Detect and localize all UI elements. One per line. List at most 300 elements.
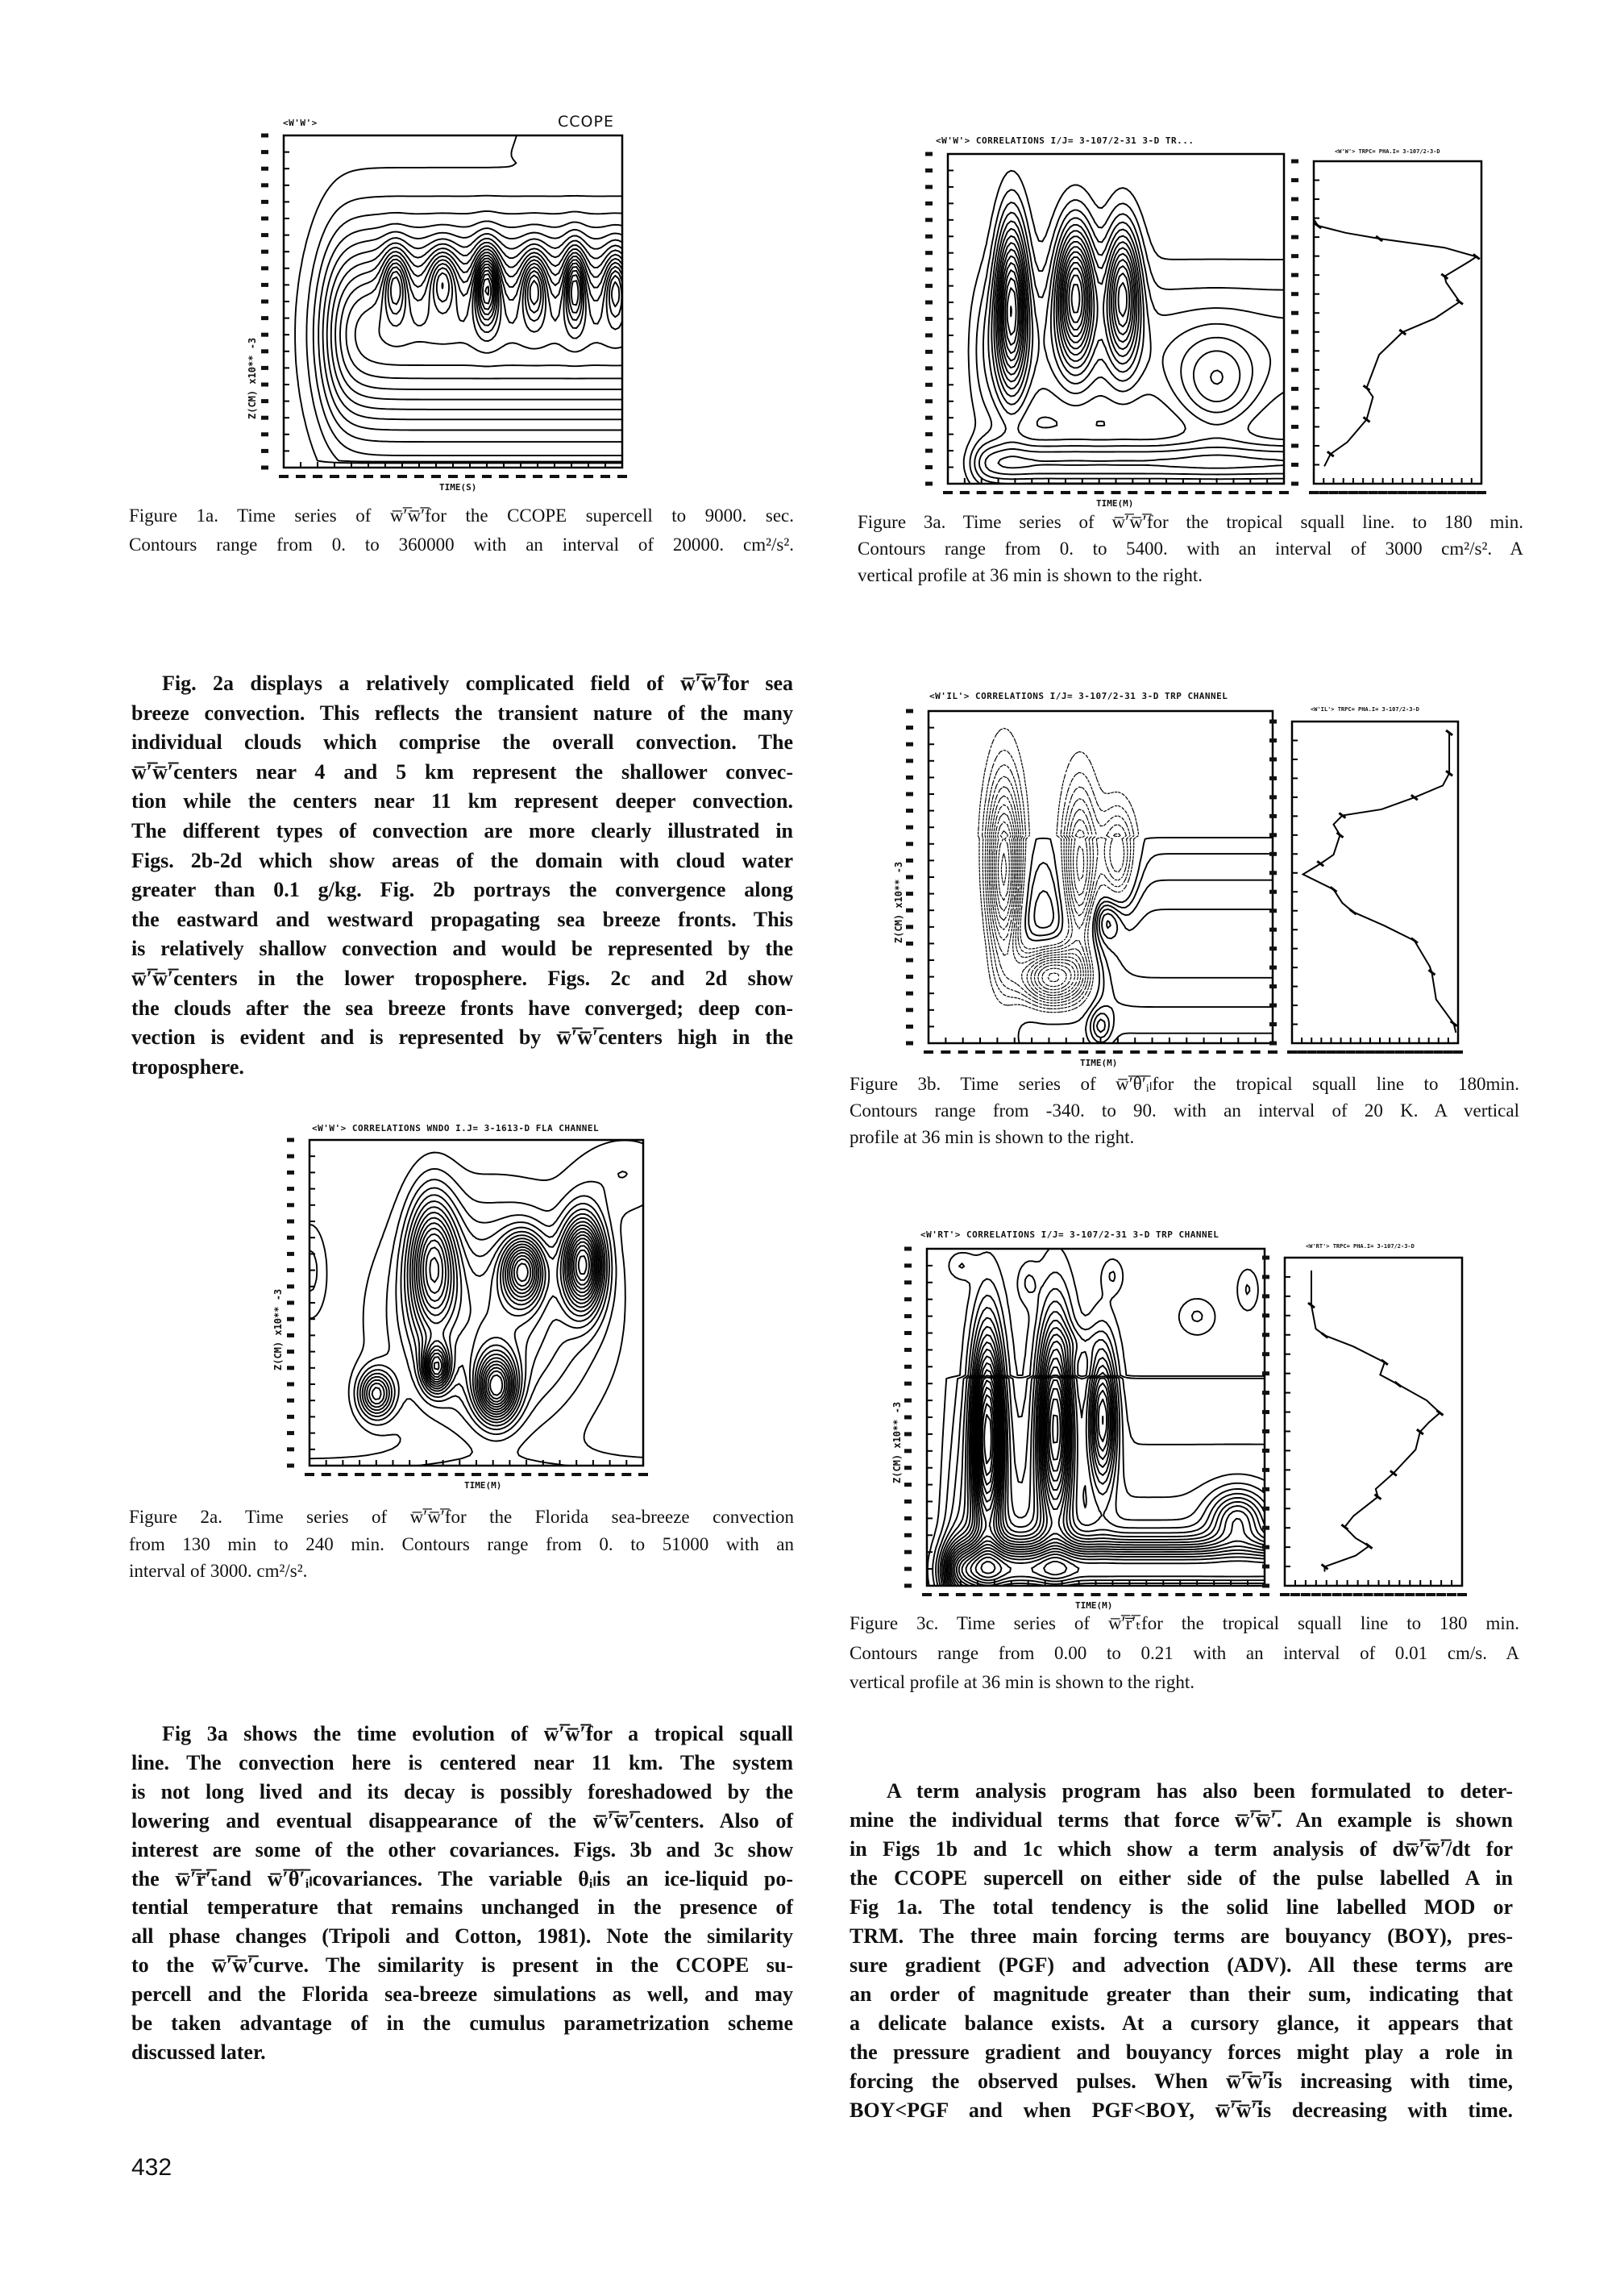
x-tick-label-mark	[322, 1473, 331, 1476]
x-tick-label-mark	[1311, 1593, 1321, 1596]
y-tick-label-mark	[1262, 1468, 1269, 1472]
x-tick-label-mark	[1182, 1050, 1191, 1054]
y-tick-label-mark	[925, 235, 933, 239]
y-tick-label-mark	[1269, 738, 1277, 742]
y-tick-label-mark	[925, 168, 933, 173]
y-tick-label-mark	[261, 416, 268, 420]
profile-marker	[1350, 909, 1356, 914]
x-tick-label-mark	[1467, 491, 1477, 494]
paragraph-2-line: discussed later.	[131, 2040, 266, 2064]
x-tick-label-mark	[1328, 491, 1338, 494]
y-tick-label-mark	[904, 1416, 912, 1420]
paragraph-1-line: individual clouds which comprise the overall convection. The	[131, 730, 793, 755]
fig3b-x-axis-label: TIME(M)	[1080, 1058, 1118, 1068]
y-tick-label-mark	[287, 1431, 294, 1435]
y-tick-label-mark	[261, 432, 268, 436]
x-tick-label-mark	[1148, 1050, 1157, 1054]
y-tick-label-mark	[1291, 482, 1298, 486]
x-tick-label-mark	[555, 1473, 565, 1476]
y-tick-label-mark	[1269, 833, 1277, 837]
paragraph-2-line: Fig 3a shows the time evolution of w̅′̅w̅′̅for a tropical squall	[162, 1722, 793, 1745]
fig2a-contour-plot	[274, 1135, 650, 1490]
x-tick-label-mark	[448, 475, 458, 478]
x-tick-label-mark	[1457, 491, 1467, 494]
y-tick-label-mark	[287, 1236, 294, 1240]
x-tick-label-mark	[538, 1473, 548, 1476]
x-tick-label-mark	[1113, 1050, 1123, 1054]
y-tick-label-mark	[1291, 368, 1298, 372]
y-tick-label-mark	[287, 1171, 294, 1175]
x-tick-label-mark	[1434, 1050, 1444, 1054]
x-tick-label-mark	[990, 1593, 999, 1596]
x-tick-label-mark	[922, 1593, 932, 1596]
y-tick-label-mark	[904, 1314, 912, 1318]
y-tick-label-mark	[1262, 1449, 1269, 1453]
y-tick-label-mark	[261, 399, 268, 403]
vertical-profile-curve	[1303, 733, 1456, 1033]
y-tick-label-mark	[906, 992, 913, 996]
y-tick-label-mark	[925, 432, 933, 436]
x-tick-label-mark	[1007, 1593, 1016, 1596]
x-tick-label-mark	[617, 475, 627, 478]
profile-marker	[1331, 887, 1337, 892]
y-tick-label-mark	[1291, 406, 1298, 410]
vertical-profile-curve	[1314, 219, 1477, 466]
x-tick-label-mark	[1407, 491, 1417, 494]
x-tick-label-mark	[1010, 491, 1020, 494]
profile-marker	[1322, 1333, 1328, 1337]
x-tick-label-mark	[1307, 1050, 1316, 1054]
y-tick-label-mark	[261, 250, 268, 254]
x-tick-label-mark	[455, 1473, 464, 1476]
y-tick-label-mark	[287, 1317, 294, 1321]
paragraph-2-line: to the w̅′̅w̅′̅curve. The similarity is present in the CCOPE su-	[131, 1953, 793, 1978]
x-tick-label-mark	[533, 475, 542, 478]
y-tick-label-mark	[904, 1348, 912, 1352]
x-tick-label-mark	[1199, 1050, 1209, 1054]
profile-marker	[1394, 1382, 1401, 1387]
fig1a-contour-plot	[248, 131, 629, 492]
x-tick-label-mark	[1326, 1050, 1336, 1054]
y-tick-label-mark	[261, 283, 268, 287]
x-tick-label-mark	[313, 475, 322, 478]
y-tick-label-mark	[1262, 1313, 1269, 1317]
x-tick-label-mark	[279, 475, 289, 478]
x-tick-label-mark	[1027, 491, 1037, 494]
x-tick-label-mark	[1447, 1593, 1456, 1596]
x-tick-label-mark	[1290, 1593, 1300, 1596]
x-tick-label-mark	[1322, 1593, 1332, 1596]
x-tick-label-mark	[943, 491, 953, 494]
x-tick-label-mark	[499, 475, 509, 478]
x-tick-label-mark	[1091, 1593, 1101, 1596]
paragraph-1-line: Figs. 2b-2d which show areas of the domain with cloud water	[131, 848, 793, 872]
y-tick-label-mark	[261, 366, 268, 370]
x-tick-label-mark	[1074, 1593, 1084, 1596]
paragraph-2-line: the w̅′̅r̅′̅ₜand w̅′̅θ̅′̅ᵢₗcovariances. The variable θᵢₗis an ice-liquid po-	[131, 1866, 793, 1890]
x-tick-label-mark	[1078, 491, 1087, 494]
fig3a-x-axis-label: TIME(M)	[1096, 498, 1134, 509]
paragraph-1-line: breeze convection. This reflects the transient nature of the many	[131, 701, 793, 725]
x-tick-label-mark	[1245, 491, 1255, 494]
y-tick-label-mark	[1269, 776, 1277, 780]
fig3b-header: <W'IL'> CORRELATIONS I/J= 3-107/2-31 3-D TRP CHANNEL	[929, 691, 1228, 701]
paragraph-3-line: forcing the observed pulses. When w̅′̅w̅′̅is increasing with time,	[850, 2069, 1513, 2093]
y-tick-label-mark	[906, 975, 913, 979]
x-tick-label-mark	[1041, 1593, 1050, 1596]
x-tick-label-mark	[1415, 1050, 1424, 1054]
x-tick-label-mark	[380, 475, 390, 478]
contour-line	[1107, 921, 1111, 928]
fig3b-y-axis-label: Z(CM) x10** -3	[893, 861, 904, 943]
y-tick-label-mark	[925, 152, 933, 156]
x-tick-label-mark	[1175, 1593, 1185, 1596]
fig2a-caption-line: Figure 2a. Time series of w̅′̅w̅′̅for the Florida sea-breeze convection	[129, 1507, 794, 1527]
x-tick-label-mark	[1195, 491, 1205, 494]
y-tick-label-mark	[906, 709, 913, 713]
fig3a-profile-header: <W'W'> TRPC= PHA.I= 3-107/2-3-D	[1335, 148, 1440, 155]
x-tick-label-mark	[431, 475, 441, 478]
fig1a-header: <W'W'>	[283, 118, 318, 128]
x-tick-label-mark	[405, 1473, 414, 1476]
fig3c-x-axis-label: TIME(M)	[1075, 1600, 1113, 1611]
x-tick-label-mark	[1404, 1050, 1414, 1054]
y-tick-label-mark	[906, 842, 913, 846]
x-tick-label-mark	[977, 491, 987, 494]
y-tick-label-mark	[1269, 984, 1277, 988]
x-tick-label-mark	[1057, 1593, 1067, 1596]
y-tick-label-mark	[1262, 1487, 1269, 1491]
y-tick-label-mark	[1291, 160, 1298, 164]
x-tick-label-mark	[1418, 491, 1427, 494]
x-tick-label-mark	[1095, 491, 1104, 494]
y-tick-label-mark	[1269, 720, 1277, 724]
y-tick-label-mark	[1291, 330, 1298, 334]
y-tick-label-mark	[261, 266, 268, 270]
x-tick-label-mark	[1375, 1050, 1385, 1054]
y-tick-label-mark	[1262, 1429, 1269, 1433]
x-tick-label-mark	[1336, 1050, 1346, 1054]
y-tick-label-mark	[287, 1366, 294, 1370]
y-tick-label-mark	[1262, 1275, 1269, 1279]
paragraph-2-line: lowering and eventual disappearance of the w̅′̅w̅′̅centers. Also of	[131, 1808, 793, 1832]
y-tick-label-mark	[904, 1297, 912, 1301]
x-tick-label-mark	[1319, 491, 1328, 494]
x-tick-label-mark	[1444, 1050, 1453, 1054]
y-tick-label-mark	[261, 383, 268, 387]
x-tick-label-mark	[1233, 1050, 1243, 1054]
y-tick-label-mark	[261, 466, 268, 470]
y-tick-label-mark	[1269, 1022, 1277, 1026]
y-tick-label-mark	[906, 759, 913, 763]
x-tick-label-mark	[516, 475, 526, 478]
x-tick-label-mark	[372, 1473, 381, 1476]
x-tick-label-mark	[1346, 1050, 1356, 1054]
x-tick-label-mark	[347, 475, 356, 478]
x-tick-label-mark	[1228, 491, 1238, 494]
y-tick-label-mark	[1262, 1507, 1269, 1511]
x-tick-label-mark	[1062, 1050, 1071, 1054]
y-tick-label-mark	[261, 167, 268, 171]
paragraph-1-line: The different types of convection are more clearly illustrated in	[131, 819, 793, 842]
fig3a-header: <W'W'> CORRELATIONS I/J= 3-107/2-31 3-D TR...	[936, 135, 1194, 146]
y-tick-label-mark	[925, 268, 933, 272]
y-tick-label-mark	[906, 776, 913, 780]
paragraph-3-line: mine the individual terms that force w̅′̅w̅′̅. An example is shown	[850, 1808, 1513, 1832]
paragraph-1-line: the eastward and westward propagating sea breeze fronts. This	[131, 907, 793, 931]
y-tick-label-mark	[906, 826, 913, 830]
y-tick-label-mark	[1291, 311, 1298, 315]
fig3c-caption-line: vertical profile at 36 min is shown to the right.	[850, 1672, 1194, 1692]
fig3c-vertical-profile	[1249, 1253, 1469, 1610]
paragraph-3-line: TRM. The three main forcing terms are bouyancy (BOY), pres-	[850, 1924, 1513, 1948]
x-tick-label-mark	[1427, 491, 1437, 494]
x-tick-label-mark	[1027, 1050, 1037, 1054]
y-tick-label-mark	[287, 1187, 294, 1191]
y-tick-label-mark	[287, 1252, 294, 1256]
y-tick-label-mark	[1262, 1526, 1269, 1530]
y-tick-label-mark	[904, 1399, 912, 1403]
y-tick-label-mark	[1262, 1256, 1269, 1260]
y-tick-label-mark	[287, 1138, 294, 1142]
y-tick-label-mark	[906, 959, 913, 963]
y-tick-label-mark	[906, 1042, 913, 1046]
fig1a-ccope-annotation: CCOPE	[558, 113, 614, 131]
x-tick-label-mark	[1356, 1050, 1365, 1054]
vertical-profile-curve	[1311, 1271, 1440, 1572]
x-tick-label-mark	[355, 1473, 364, 1476]
x-tick-label-mark	[505, 1473, 514, 1476]
fig2a-y-axis-label: Z(CM) x10** -3	[272, 1288, 284, 1371]
y-tick-label-mark	[906, 859, 913, 863]
paragraph-2-line: interest are some of the other covariances. Figs. 3b and 3c show	[131, 1837, 793, 1861]
paragraph-1-line: the clouds after the sea breeze fronts have converged; deep con-	[131, 996, 793, 1020]
x-tick-label-mark	[1364, 1593, 1373, 1596]
x-tick-label-mark	[1141, 1593, 1151, 1596]
fig1a-y-axis-label: Z(CM) x10** -3	[247, 337, 258, 419]
y-tick-label-mark	[904, 1263, 912, 1267]
y-tick-label-mark	[906, 1008, 913, 1012]
x-tick-label-mark	[939, 1593, 949, 1596]
x-tick-label-mark	[488, 1473, 498, 1476]
paragraph-2-line: all phase changes (Tripoli and Cotton, 1981). Note the similarity	[131, 1924, 793, 1949]
paragraph-1-line: w̅′̅w̅′̅centers in the lower troposphere. Figs. 2c and 2d show	[131, 967, 793, 990]
x-tick-label-mark	[397, 475, 407, 478]
x-tick-label-mark	[1339, 491, 1348, 494]
y-tick-label-mark	[1269, 909, 1277, 913]
fig3c-y-axis-label: Z(CM) x10** -3	[891, 1401, 903, 1483]
x-tick-label-mark	[1209, 1593, 1219, 1596]
y-tick-label-mark	[287, 1333, 294, 1337]
y-tick-label-mark	[1262, 1352, 1269, 1356]
y-tick-label-mark	[1291, 235, 1298, 239]
contour-line	[981, 1562, 995, 1574]
y-tick-label-mark	[287, 1464, 294, 1468]
x-tick-label-mark	[1297, 1050, 1307, 1054]
y-tick-label-mark	[287, 1350, 294, 1354]
x-tick-label-mark	[1178, 491, 1188, 494]
x-tick-label-mark	[1044, 1050, 1053, 1054]
paragraph-1-line: troposphere.	[131, 1054, 244, 1079]
x-tick-label-mark	[422, 1473, 431, 1476]
paragraph-3-line: A term analysis program has also been formulated to deter-	[887, 1779, 1513, 1803]
x-tick-label-mark	[1301, 1593, 1311, 1596]
y-tick-label-mark	[287, 1268, 294, 1272]
x-tick-label-mark	[1358, 491, 1368, 494]
y-tick-label-mark	[925, 482, 933, 486]
fig3c-caption-line: Figure 3c. Time series of w̅′̅r̅′̅ₜfor the tropical squall line to 180 min.	[850, 1613, 1519, 1633]
x-tick-label-mark	[1212, 491, 1222, 494]
paragraph-1-line: vection is evident and is represented by w̅′̅w̅′̅centers high in the	[131, 1025, 793, 1050]
paragraph-2-line: line. The convection here is centered near 11 km. The system	[131, 1750, 793, 1774]
y-tick-label-mark	[925, 202, 933, 206]
y-tick-label-mark	[906, 942, 913, 946]
x-tick-label-mark	[472, 1473, 481, 1476]
y-tick-label-mark	[904, 1516, 912, 1520]
y-tick-label-mark	[906, 892, 913, 896]
y-tick-label-mark	[1269, 966, 1277, 970]
y-tick-label-mark	[925, 465, 933, 469]
y-tick-label-mark	[925, 416, 933, 420]
fig3a-caption-line: vertical profile at 36 min is shown to the right.	[858, 565, 1203, 585]
x-tick-label-mark	[1130, 1050, 1140, 1054]
fig3a-caption-line: Contours range from 0. to 5400. with an interval of 3000 cm²/s². A	[858, 539, 1523, 559]
x-tick-label-mark	[1384, 1593, 1394, 1596]
y-tick-label-mark	[1262, 1410, 1269, 1414]
fig3b-contour-plot	[893, 706, 1279, 1067]
x-tick-label-mark	[305, 1473, 314, 1476]
x-tick-label-mark	[1453, 1050, 1463, 1054]
y-tick-label-mark	[925, 383, 933, 387]
fig3c-contour-plot	[891, 1244, 1271, 1610]
x-tick-label-mark	[1316, 1050, 1326, 1054]
x-tick-label-mark	[600, 475, 610, 478]
y-tick-label-mark	[287, 1284, 294, 1288]
x-tick-label-mark	[1378, 491, 1388, 494]
fig2a-x-axis-label: TIME(M)	[464, 1480, 502, 1491]
fig1a-caption-line: Contours range from 0. to 360000 with an interval of 20000. cm²/s².	[129, 534, 794, 555]
paragraph-3-line: BOY<PGF and when PGF<BOY, w̅′̅w̅′̅is decreasing with time.	[850, 2098, 1513, 2122]
x-tick-label-mark	[924, 1050, 933, 1054]
y-tick-label-mark	[904, 1432, 912, 1436]
y-tick-label-mark	[1269, 871, 1277, 875]
y-tick-label-mark	[1291, 292, 1298, 296]
y-tick-label-mark	[1269, 946, 1277, 950]
y-tick-label-mark	[906, 1025, 913, 1029]
contour-line	[295, 135, 622, 463]
paragraph-2-line: be taken advantage of in the cumulus parametrization scheme	[131, 2011, 793, 2035]
x-tick-label-mark	[296, 475, 305, 478]
x-tick-label-mark	[1365, 1050, 1375, 1054]
y-tick-label-mark	[1262, 1565, 1269, 1569]
x-tick-label-mark	[1078, 1050, 1088, 1054]
y-tick-label-mark	[261, 150, 268, 154]
y-tick-label-mark	[287, 1203, 294, 1207]
paragraph-1-line: greater than 0.1 g/kg. Fig. 2b portrays the convergence along	[131, 878, 793, 902]
x-tick-label-mark	[521, 1473, 531, 1476]
y-tick-label-mark	[261, 333, 268, 337]
x-tick-label-mark	[438, 1473, 448, 1476]
fig1a-caption-line: Figure 1a. Time series of w̅′̅w̅′̅for the CCOPE supercell to 9000. sec.	[129, 505, 794, 526]
x-tick-label-mark	[958, 1050, 968, 1054]
x-tick-label-mark	[994, 491, 1003, 494]
paragraph-3-line: Fig 1a. The total tendency is the solid line labelled MOD or	[850, 1895, 1513, 1919]
y-tick-label-mark	[287, 1154, 294, 1158]
y-tick-label-mark	[1269, 1004, 1277, 1008]
contour-line	[485, 286, 488, 294]
y-tick-label-mark	[906, 742, 913, 747]
y-tick-label-mark	[904, 1499, 912, 1504]
page-number: 432	[131, 2154, 172, 2181]
x-tick-label-mark	[1061, 491, 1070, 494]
fig3b-caption-line: Figure 3b. Time series of w̅′̅θ̅′̅ᵢₗfor the tropical squall line to 180min.	[850, 1074, 1519, 1094]
y-tick-label-mark	[287, 1415, 294, 1419]
x-tick-label-mark	[1343, 1593, 1352, 1596]
paragraph-1-line: w̅′̅w̅′̅centers near 4 and 5 km represent the shallower convec-	[131, 759, 793, 784]
fig2a-caption-line: from 130 min to 240 min. Contours range from 0. to 51000 with an	[129, 1533, 794, 1554]
y-tick-label-mark	[925, 251, 933, 255]
paragraph-2-line: is not long lived and its decay is possibly foreshadowed by the	[131, 1779, 793, 1803]
y-tick-label-mark	[904, 1533, 912, 1537]
paragraph-2-line: tential temperature that remains unchanged in the presence of	[131, 1895, 793, 1920]
x-tick-label-mark	[1192, 1593, 1202, 1596]
fig3b-vertical-profile	[1257, 717, 1465, 1067]
y-tick-label-mark	[1269, 890, 1277, 894]
x-tick-label-mark	[1348, 491, 1358, 494]
x-tick-label-mark	[1280, 1593, 1290, 1596]
y-tick-label-mark	[287, 1399, 294, 1403]
fig3b-caption-line: Contours range from -340. to 90. with an interval of 20 K. A vertical	[850, 1100, 1519, 1121]
y-tick-label-mark	[1269, 757, 1277, 761]
x-tick-label-mark	[1405, 1593, 1415, 1596]
x-tick-label-mark	[956, 1593, 966, 1596]
fig3c-profile-header: <W'RT'> TRPC= PHA.I= 3-107/2-3-D	[1306, 1243, 1415, 1250]
y-tick-label-mark	[904, 1550, 912, 1554]
x-tick-label-mark	[1145, 491, 1154, 494]
x-tick-label-mark	[1044, 491, 1053, 494]
paragraph-1-line: tion while the centers near 11 km represent deeper convection.	[131, 789, 793, 813]
contour-line	[976, 1558, 1067, 1578]
y-tick-label-mark	[904, 1466, 912, 1470]
x-tick-label-mark	[1309, 491, 1319, 494]
y-tick-label-mark	[287, 1301, 294, 1305]
x-tick-label-mark	[1165, 1050, 1174, 1054]
fig2a-header: <W'W'> CORRELATIONS WNDO I.J= 3-1613-D FLA CHANNEL	[312, 1123, 600, 1133]
paragraph-1-line: is relatively shallow convection and would be represented by the	[131, 937, 793, 961]
y-tick-label-mark	[904, 1365, 912, 1369]
x-tick-label-mark	[584, 475, 593, 478]
y-tick-label-mark	[1291, 198, 1298, 202]
fig3a-vertical-profile	[1278, 156, 1488, 508]
contour-line	[483, 279, 491, 304]
fig3a-contour-plot	[912, 149, 1290, 508]
x-tick-label-mark	[975, 1050, 985, 1054]
x-tick-label-mark	[941, 1050, 950, 1054]
x-tick-label-mark	[1226, 1593, 1236, 1596]
x-tick-label-mark	[364, 475, 373, 478]
paragraph-3-line: an order of magnitude greater than their sum, indicating that	[850, 1982, 1513, 2006]
y-tick-label-mark	[904, 1449, 912, 1453]
contour-line	[1094, 909, 1273, 1038]
x-tick-label-mark	[1373, 1593, 1383, 1596]
x-tick-label-mark	[1437, 491, 1447, 494]
fig3b-caption-line: profile at 36 min is shown to the right.	[850, 1127, 1135, 1147]
x-tick-label-mark	[1415, 1593, 1425, 1596]
x-tick-label-mark	[550, 475, 559, 478]
x-tick-label-mark	[338, 1473, 347, 1476]
y-tick-label-mark	[906, 925, 913, 929]
y-tick-label-mark	[925, 218, 933, 222]
